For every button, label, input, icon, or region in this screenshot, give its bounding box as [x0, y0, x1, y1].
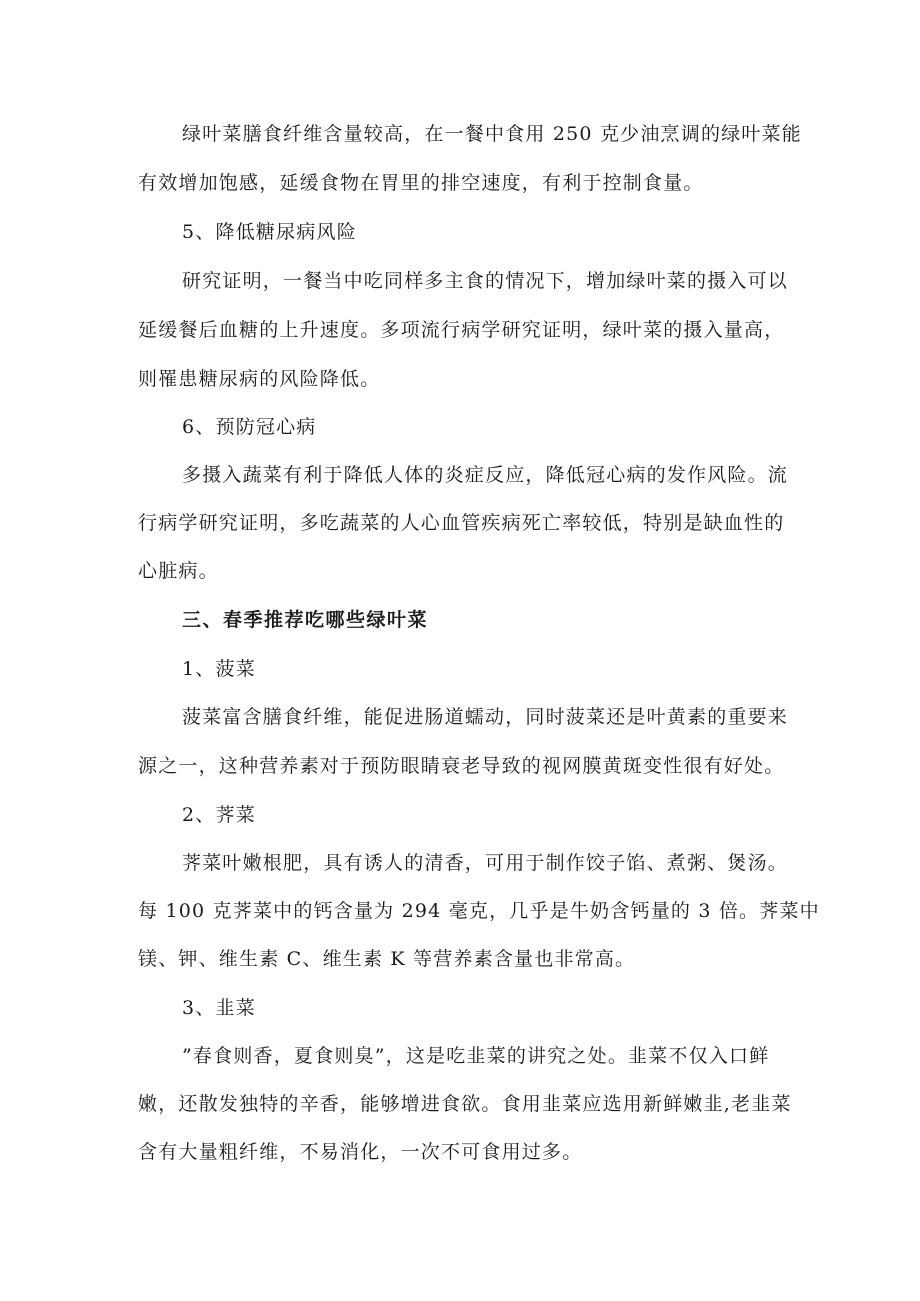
body-text-line: 有效增加饱感，延缓食物在胃里的排空速度，有利于控制食量。	[138, 172, 704, 194]
body-text-line: 绿叶菜膳食纤维含量较高，在一餐中食用 250 克少油烹调的绿叶菜能	[182, 123, 802, 145]
body-text-line: 源之一，这种营养素对于预防眼睛衰老导致的视网膜黄斑变性很有好处。	[138, 755, 785, 777]
chapter-heading-3: 三、春季推荐吃哪些绿叶菜	[182, 609, 429, 631]
body-text-line: 嫩，还散发独特的辛香，能够增进食欲。食用韭菜应选用新鲜嫩韭,老韭菜	[138, 1093, 792, 1115]
body-text-line: 则罹患糖尿病的风险降低。	[138, 368, 381, 390]
section-heading-3: 3、韭菜	[182, 997, 256, 1019]
body-text-line: 行病学研究证明，多吃蔬菜的人心血管疾病死亡率较低，特别是缺血性的	[138, 512, 785, 534]
body-text-line: 菠菜富含膳食纤维，能促进肠道蠕动，同时菠菜还是叶黄素的重要来	[182, 706, 789, 728]
body-text-line: 每 100 克荠菜中的钙含量为 294 毫克，几乎是牛奶含钙量的 3 倍。荠菜中	[138, 900, 820, 922]
body-text-line: 镁、钾、维生素 C、维生素 K 等营养素含量也非常高。	[138, 948, 636, 970]
body-text-line: 多摄入蔬菜有利于降低人体的炎症反应，降低冠心病的发作风险。流	[182, 464, 789, 486]
section-heading-1: 1、菠菜	[182, 658, 256, 680]
section-heading-2: 2、荠菜	[182, 804, 256, 826]
body-text-line: 含有大量粗纤维，不易消化，一次不可食用过多。	[138, 1141, 583, 1163]
section-heading-5: 5、降低糖尿病风险	[182, 221, 357, 243]
body-text-line: 心脏病。	[138, 560, 219, 582]
body-text-line: 荠菜叶嫩根肥，具有诱人的清香，可用于制作饺子馅、煮粥、煲汤。	[182, 852, 789, 874]
body-text-line: 研究证明，一餐当中吃同样多主食的情况下，增加绿叶菜的摄入可以	[182, 270, 789, 292]
body-text-line: ”春食则香，夏食则臭”，这是吃韭菜的讲究之处。韭菜不仅入口鲜	[182, 1045, 770, 1067]
section-heading-6: 6、预防冠心病	[182, 416, 317, 438]
body-text-line: 延缓餐后血糖的上升速度。多项流行病学研究证明，绿叶菜的摄入量高，	[138, 319, 785, 341]
